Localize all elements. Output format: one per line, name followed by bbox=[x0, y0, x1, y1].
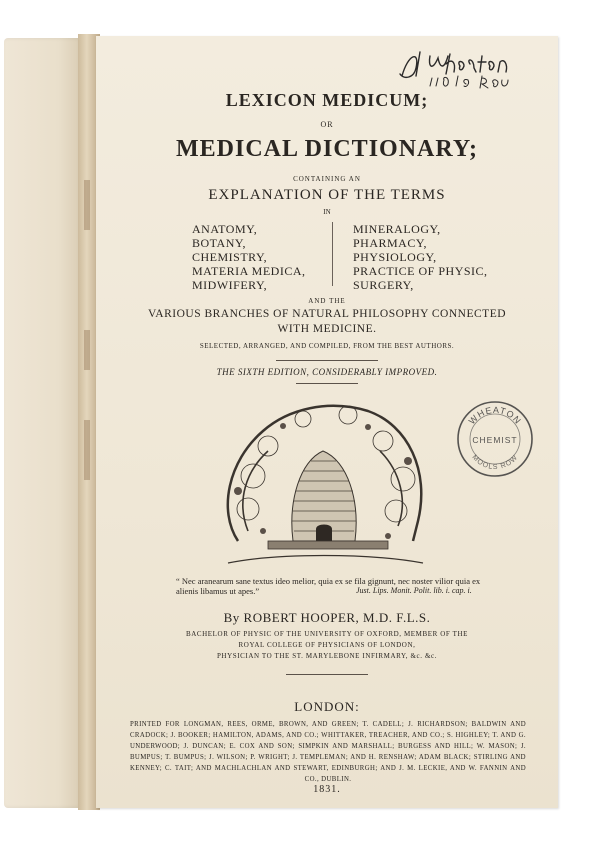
author-credentials-line: BACHELOR OF PHYSIC OF THE UNIVERSITY OF OXFORD, MEMBER OF THE bbox=[185, 630, 469, 638]
subject-item: CHEMISTRY, bbox=[192, 250, 268, 264]
chemist-ink-stamp bbox=[455, 399, 535, 479]
author-line: By ROBERT HOOPER, M.D. F.L.S. bbox=[223, 610, 431, 625]
imprint-city: LONDON: bbox=[294, 699, 360, 714]
stamp-middle-text: CHEMIST bbox=[472, 435, 518, 445]
svg-text:MOOLS ROW bbox=[470, 454, 519, 471]
subject-item: ANATOMY, bbox=[192, 222, 258, 236]
left-endpaper bbox=[4, 38, 82, 808]
text-containing: CONTAINING AN bbox=[293, 175, 361, 183]
divider-rule bbox=[296, 383, 358, 384]
text-various-branches: VARIOUS BRANCHES OF NATURAL PHILOSOPHY CONNECTED bbox=[147, 308, 507, 320]
text-with-medicine: WITH MEDICINE. bbox=[277, 323, 377, 335]
spine-tear bbox=[84, 330, 90, 370]
divider-rule bbox=[286, 674, 368, 675]
subjects-left-column bbox=[192, 222, 306, 292]
subject-item: SURGERY, bbox=[353, 278, 414, 292]
beehive-vignette-engraving bbox=[208, 391, 438, 573]
spine-tear bbox=[84, 180, 90, 230]
text-explanation: EXPLANATION OF THE TERMS bbox=[208, 187, 446, 203]
title-medical-dictionary: MEDICAL DICTIONARY; bbox=[176, 136, 478, 162]
divider-rule bbox=[276, 360, 378, 361]
text-selected-arranged: SELECTED, ARRANGED, AND COMPILED, FROM THE BEST AUTHORS. bbox=[199, 342, 455, 350]
subject-item: PRACTICE OF PHYSIC, bbox=[353, 264, 488, 278]
handwritten-signature bbox=[390, 46, 550, 92]
subject-item: PHYSIOLOGY, bbox=[353, 250, 437, 264]
latin-quotation: “ Nec aranearum sane textus ideo melior, quia ex se fila gignunt, nec noster vilior quia ex alienis libamus ut apes.” bbox=[176, 576, 481, 596]
column-divider bbox=[332, 222, 333, 286]
subjects-right-column bbox=[353, 222, 488, 292]
text-and-the: AND THE bbox=[308, 297, 346, 305]
spine-tear bbox=[84, 420, 90, 480]
text-in: IN bbox=[323, 208, 331, 216]
imprint-year: 1831. bbox=[313, 784, 341, 795]
title-page bbox=[96, 36, 558, 808]
subject-item: PHARMACY, bbox=[353, 236, 427, 250]
author-credentials-line: ROYAL COLLEGE OF PHYSICIANS OF LONDON, bbox=[238, 641, 416, 649]
stamp-top-text: WHEATON bbox=[466, 404, 524, 427]
title-or: OR bbox=[320, 120, 334, 129]
stamp-bottom-text: MOOLS ROW bbox=[470, 453, 520, 472]
subject-item: MATERIA MEDICA, bbox=[192, 264, 306, 278]
subject-item: BOTANY, bbox=[192, 236, 246, 250]
quotation-reference: Just. Lips. Monit. Polit. lib. i. cap. i. bbox=[356, 586, 472, 595]
imprint-publishers: PRINTED FOR LONGMAN, REES, ORME, BROWN, AND GREEN; T. CADELL; J. RICHARDSON; BALDWIN AND CRADOCK; J. BOOKER; HAMILTON, ADAMS, AND CO.; WHITTAKER, TREACHER, AND CO.; S. HIGHLEY; T. AND G. UNDERWOOD; J. DUNCAN; E. COX AND SON; SIMPKIN AND MARSHALL; BURGESS AND HILL; W. MASON; J. BUMPUS; T. BUMPUS; J. WILSON; P. WRIGHT; J. TEMPLEMAN; AND H. RENSHAW; ADAM BLACK; STIRLING AND KENNEY; C. TAIT; AND MACHLACHLAN AND STEWART, EDINBURGH; AND J. M. LECKIE, AND W. FANNIN AND CO., DUBLIN. bbox=[130, 721, 526, 783]
author-credentials-line: PHYSICIAN TO THE ST. MARYLEBONE INFIRMARY, &c. &c. bbox=[216, 652, 438, 660]
text-edition: THE SIXTH EDITION, CONSIDERABLY IMPROVED. bbox=[216, 367, 438, 377]
subject-item: MINERALOGY, bbox=[353, 222, 441, 236]
title-lexicon-medicum: LEXICON MEDICUM; bbox=[225, 90, 429, 110]
subject-item: MIDWIFERY, bbox=[192, 278, 268, 292]
